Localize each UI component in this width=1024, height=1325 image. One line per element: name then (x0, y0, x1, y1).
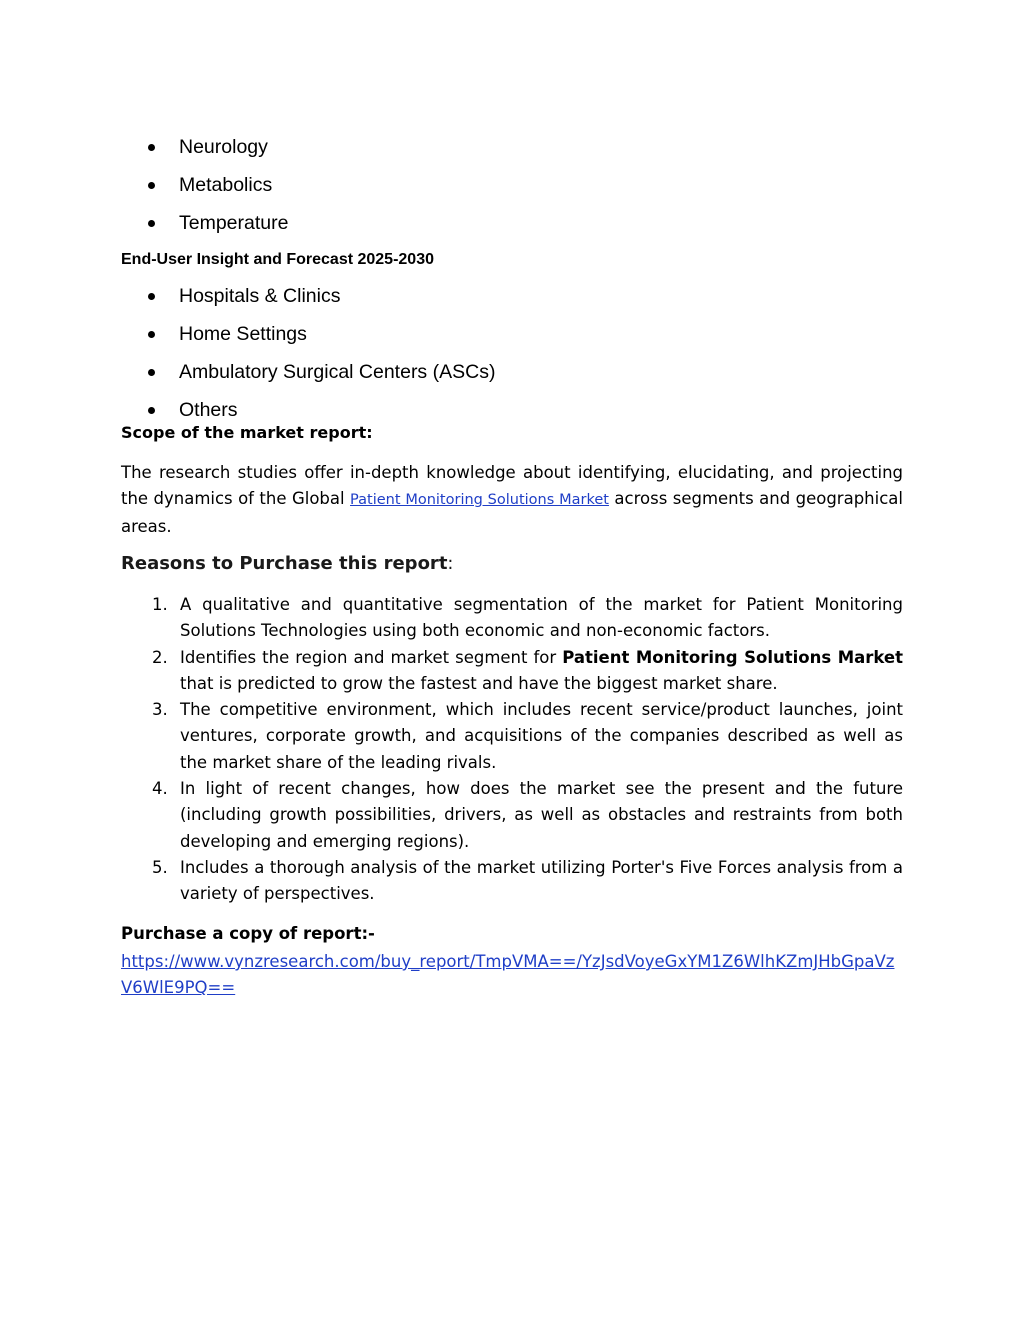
list-item: Hospitals & Clinics (148, 284, 848, 322)
list-item: Neurology (148, 135, 848, 173)
list-item: Ambulatory Surgical Centers (ASCs) (148, 360, 848, 398)
list-item: Others (148, 398, 848, 436)
list-item: 5. Includes a thorough analysis of the market utilizing Porter's Five Forces analysis from a variety of perspectives. (152, 857, 903, 904)
end-user-heading: End-User Insight and Forecast 2025-2030 (121, 251, 434, 268)
market-link[interactable]: Patient Monitoring Solutions Market (350, 492, 609, 509)
scope-paragraph: The research studies offer in-depth knowledge about identifying, elucidating, and projecting the dynamics of the Global Patient Monitoring Solutions Market across segments and geographical areas. (121, 463, 903, 536)
bullet-icon (148, 407, 155, 414)
segment-list (148, 135, 848, 249)
list-item: Home Settings (148, 322, 848, 360)
purchase-link[interactable]: https://www.vynzresearch.com/buy_report/TmpVMA==/YzJsdVoyeGxYM1Z6WlhKZmJHbGpaVzV6WlE9PQ== (121, 952, 895, 997)
list-item: Metabolics (148, 173, 848, 211)
bullet-icon (148, 220, 155, 227)
bullet-icon (148, 293, 155, 300)
market-name-bold: Patient Monitoring Solutions Market (562, 647, 904, 667)
bullet-icon (148, 369, 155, 376)
list-item: 1. A qualitative and quantitative segmentation of the market for Patient Monitoring Solutions Technologies using both economic and non-economic factors. (152, 595, 903, 641)
scope-heading: Scope of the market report: (121, 423, 373, 442)
list-item: 4. In light of recent changes, how does the market see the present and the future (including growth possibilities, drivers, as well as obstacles and restraints from both developing and emerging regions). (152, 779, 903, 851)
reasons-list (121, 592, 903, 908)
purchase-heading: Purchase a copy of report:- (121, 924, 375, 943)
end-user-list (148, 284, 848, 436)
list-item: Temperature (148, 211, 848, 249)
list-item: 2. Identifies the region and market segment for Patient Monitoring Solutions Market that is predicted to grow the fastest and have the biggest market share. (152, 647, 904, 693)
reasons-heading: Reasons to Purchase this report: (121, 553, 454, 574)
bullet-icon (148, 331, 155, 338)
bullet-icon (148, 182, 155, 189)
list-item: 3. The competitive environment, which includes recent service/product launches, joint ventures, corporate growth, and acquisitions of the companies described as well as the market share of the leading rivals. (152, 700, 903, 772)
bullet-icon (148, 144, 155, 151)
